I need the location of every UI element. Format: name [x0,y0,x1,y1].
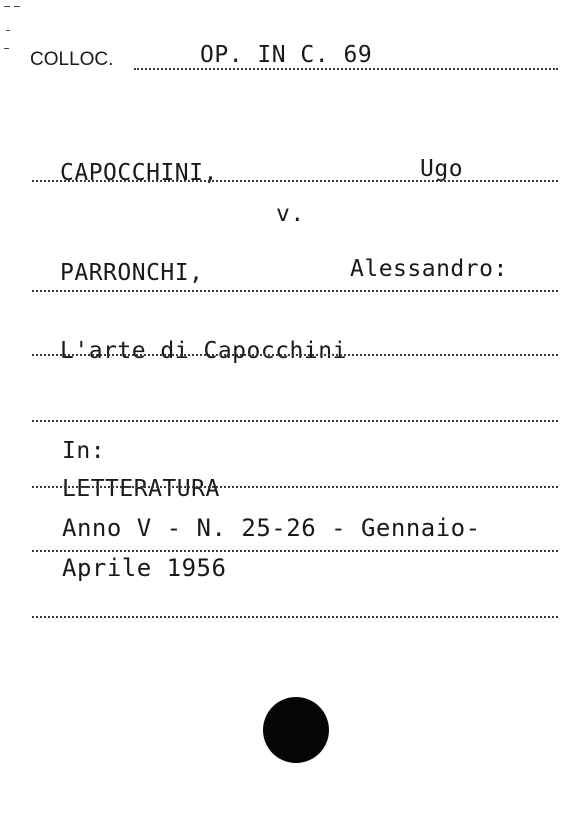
author-1-surname: CAPOCCHINI, [60,160,218,186]
blank-dotted-line [32,420,558,422]
colloc-value: OP. IN C. 69 [200,42,373,68]
title-dotted-line [32,354,558,356]
source-date-line: Aprile 1956 [62,554,227,582]
author-2-given: Alessandro: [350,256,508,282]
author-1-given: Ugo [420,156,464,182]
issue-dotted-line [32,550,558,552]
scan-edge-mark [14,6,20,7]
title-text: L'arte di Capocchini [60,338,347,364]
author-2-surname: PARRONCHI, [60,260,204,286]
source-in-label: In: [62,438,106,464]
versus-label: v. [276,201,305,227]
journal-dotted-line [32,486,558,488]
punch-hole [263,697,329,763]
colloc-label: COLLOC. [30,49,114,70]
scan-edge-mark [6,30,10,31]
source-journal: LETTERATURA [62,476,220,502]
bottom-dotted-line [32,616,558,618]
scan-edge-mark [4,6,10,7]
author-1-dotted-line [32,180,558,182]
colloc-dotted-line [134,68,558,70]
scan-edge-mark [4,48,9,49]
author-2-dotted-line [32,290,558,292]
source-issue-line: Anno V - N. 25-26 - Gennaio- [62,514,481,542]
